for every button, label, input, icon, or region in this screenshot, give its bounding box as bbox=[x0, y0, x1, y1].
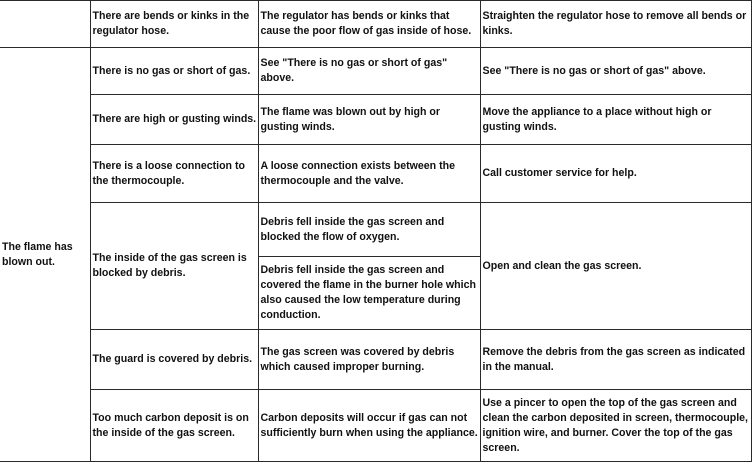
cause-text: There are high or gusting winds. bbox=[92, 113, 257, 125]
cause-text: The guard is covered by debris. bbox=[92, 353, 253, 365]
reason-text: See "There is no gas or short of gas" above. bbox=[260, 57, 448, 84]
reason-text: Debris fell inside the gas screen and blocked the flow of oxygen. bbox=[260, 215, 445, 243]
table-row bbox=[0, 48, 751, 95]
reason-text: The gas screen was covered by debris which caused improper burning. bbox=[260, 345, 455, 373]
solution-text: Remove the debris from the gas screen as indicated in the manual. bbox=[482, 345, 746, 373]
solution-cell bbox=[480, 390, 751, 462]
cause-text: There is no gas or short of gas. bbox=[92, 64, 251, 77]
solution-cell bbox=[480, 48, 751, 95]
problem-text: The flame has blown out. bbox=[2, 240, 73, 268]
cause-text: There is a loose connection to the thermocouple. bbox=[92, 159, 245, 187]
solution-cell bbox=[480, 1, 751, 48]
solution-text: See "There is no gas or short of gas" above. bbox=[482, 64, 706, 77]
reason-text: Carbon deposits will occur if gas can not sufficiently burn when using the appliance. bbox=[260, 411, 478, 439]
solution-cell bbox=[480, 145, 751, 203]
reason-cell bbox=[258, 330, 480, 390]
problem-cell-empty bbox=[0, 1, 90, 48]
reason-cell bbox=[258, 257, 480, 330]
reason-cell bbox=[258, 1, 480, 48]
cause-text: The inside of the gas screen is blocked by debris. bbox=[92, 252, 247, 279]
reason-cell bbox=[258, 145, 480, 203]
problem-cell bbox=[0, 48, 90, 462]
solution-cell bbox=[480, 330, 751, 390]
solution-cell bbox=[480, 95, 751, 145]
reason-text: Debris fell inside the gas screen and covered the flame in the burner hole which also caused the low temperature during conduction. bbox=[260, 264, 476, 321]
cause-cell bbox=[90, 48, 258, 95]
cause-cell bbox=[90, 95, 258, 145]
reason-cell bbox=[258, 95, 480, 145]
reason-text: The regulator has bends or kinks that cause the poor flow of gas inside of hose. bbox=[260, 10, 472, 37]
reason-text: The flame was blown out by high or gusting winds. bbox=[260, 105, 441, 133]
solution-text: Straighten the regulator hose to remove all bends or kinks. bbox=[482, 10, 747, 37]
cause-cell bbox=[90, 390, 258, 462]
solution-text: Move the appliance to a place without high or gusting winds. bbox=[482, 105, 712, 133]
solution-text: Open and clean the gas screen. bbox=[482, 259, 642, 272]
cause-text: Too much carbon deposit is on the inside of the gas screen. bbox=[92, 411, 249, 439]
reason-text: A loose connection exists between the thermocouple and the valve. bbox=[260, 159, 455, 187]
table-row bbox=[0, 330, 751, 390]
solution-text: Call customer service for help. bbox=[482, 167, 637, 179]
table-row bbox=[0, 145, 751, 203]
table-row bbox=[0, 390, 751, 462]
table-row bbox=[0, 95, 751, 145]
solution-text: Use a pincer to open the top of the gas screen and clean the carbon deposited in screen, thermocouple, ignition wire, and burner. Cover the top of the gas screen. bbox=[482, 396, 748, 454]
solution-cell bbox=[480, 203, 751, 330]
reason-cell bbox=[258, 203, 480, 257]
cause-cell bbox=[90, 145, 258, 203]
reason-cell bbox=[258, 48, 480, 95]
cause-cell bbox=[90, 330, 258, 390]
table-row bbox=[0, 1, 751, 48]
cause-text: There are bends or kinks in the regulator hose. bbox=[92, 10, 250, 37]
reason-cell bbox=[258, 390, 480, 462]
cause-cell bbox=[90, 1, 258, 48]
cause-cell bbox=[90, 203, 258, 330]
table-row bbox=[0, 203, 751, 257]
